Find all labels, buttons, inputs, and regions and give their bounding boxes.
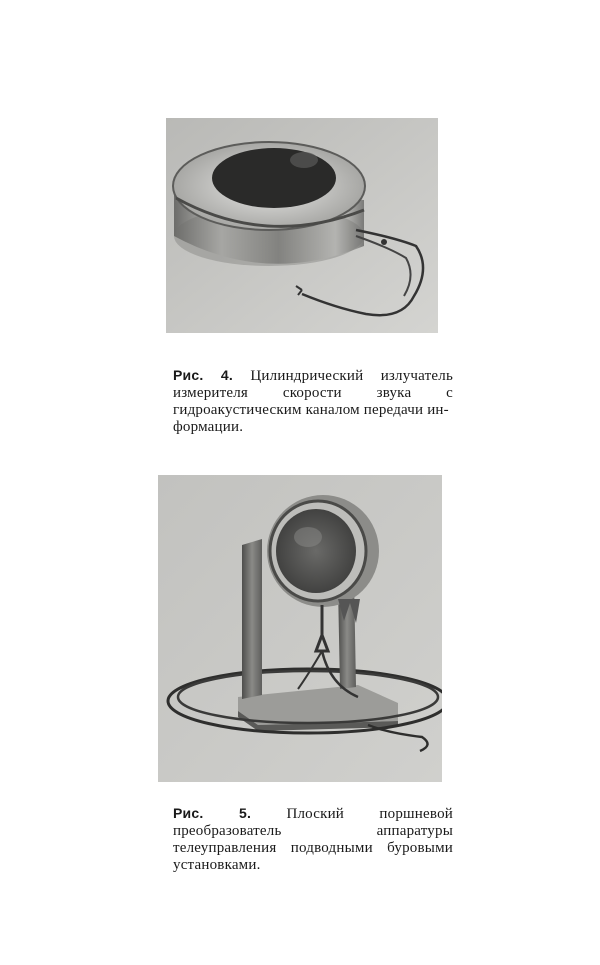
figure-5-photo [158, 475, 442, 782]
figure-4-label: Рис. 4. [173, 367, 234, 383]
figure-5-caption [173, 805, 453, 874]
figure-4-photo [166, 118, 438, 333]
figure-4-caption [173, 367, 453, 436]
figure-5-caption-text: Плоский поршневой преобразователь аппаратуры телеуправления подводными буровыми установками. [173, 806, 453, 873]
figure-5-label: Рис. 5. [173, 805, 252, 821]
figure-4-caption-last: формации. [173, 419, 244, 435]
figure-4-caption-text: Цилиндрический излучатель измерителя скорости звука с гидроакустическим каналом передачи ин- [173, 368, 453, 418]
